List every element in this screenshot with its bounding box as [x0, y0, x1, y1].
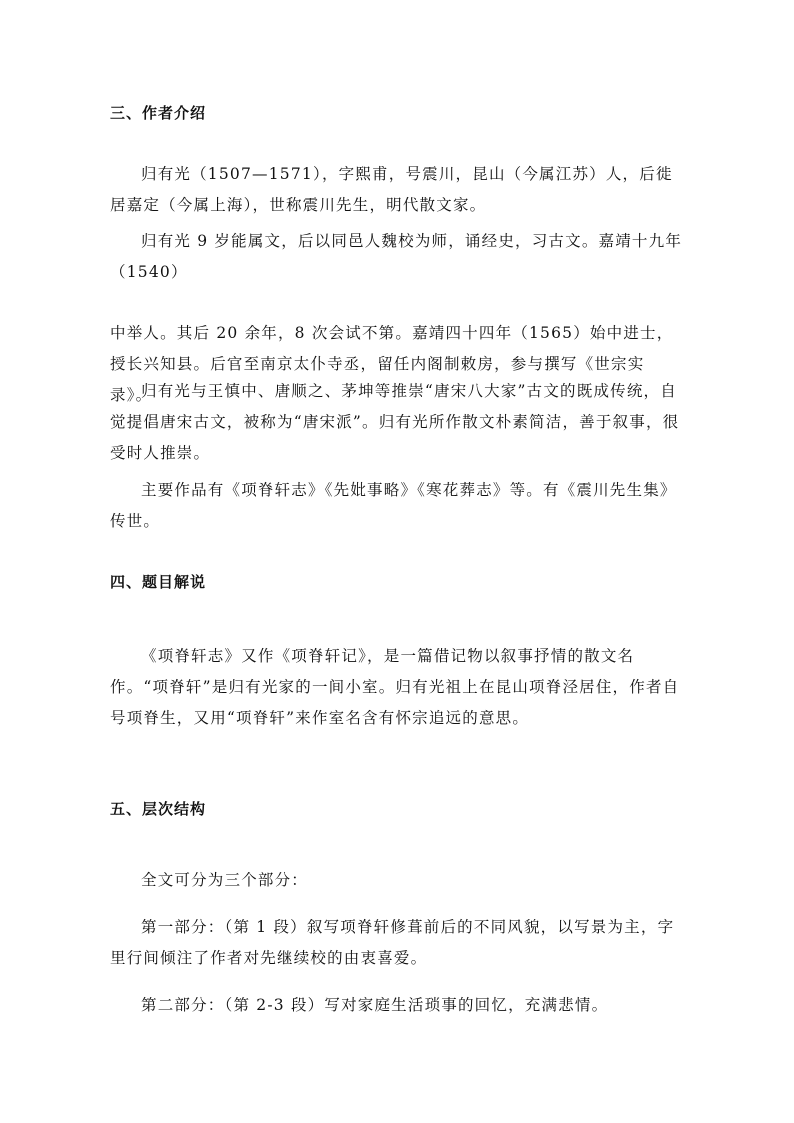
- paragraph-author-career: 中举人。其后 20 余年，8 次会试不第。嘉靖四十四年（1565）始中进士，授长兴知县。后官至南京太仆寺丞，留任内阁制敕房，参与撰写《世宗实录》。: [110, 324, 674, 404]
- paragraph-author-study-line2: （1540）: [110, 263, 188, 281]
- paragraph-author-bio: 归有光（1507—1571），字熙甫，号震川，昆山（今属江苏）人，后徙居嘉定（今属上海），世称震川先生，明代散文家。: [110, 165, 673, 214]
- paragraph-structure-part2: 第二部分：（第 2-3 段）写对家庭生活琐事的回忆，充满悲情。: [141, 996, 609, 1014]
- section-heading-title-explanation: 四、题目解说: [110, 573, 207, 591]
- paragraph-title-explanation: 《项脊轩志》又作《项脊轩记》，是一篇借记物以叙事抒情的散文名作。“项脊轩”是归有光家的一间小室。归有光祖上在昆山项脊泾居住，作者自号项脊生，又用“项脊轩”来作室名含有怀宗追远的意思。: [110, 647, 680, 727]
- paragraph-structure-part1: 第一部分：（第 1 段）叙写项脊轩修葺前后的不同风貌，以写景为主，字里行间倾注了作者对先继续校的由衷喜爱。: [110, 918, 675, 967]
- paragraph-tang-song-school: 归有光与王慎中、唐顺之、茅坤等推崇“唐宋八大家”古文的既成传统，自觉提倡唐宋古文，被称为“唐宋派”。归有光所作散文朴素简洁，善于叙事，很受时人推崇。: [110, 382, 680, 462]
- section-heading-structure: 五、层次结构: [110, 800, 207, 818]
- paragraph-major-works: 主要作品有《项脊轩志》《先妣事略》《寒花葬志》等。有《震川先生集》传世。: [110, 481, 677, 530]
- paragraph-author-study-line1: 归有光 9 岁能属文，后以同邑人魏校为师，诵经史，习古文。嘉靖十九年: [141, 232, 683, 250]
- paragraph-structure-intro: 全文可分为三个部分：: [141, 871, 309, 889]
- section-heading-author-intro: 三、作者介绍: [110, 104, 207, 122]
